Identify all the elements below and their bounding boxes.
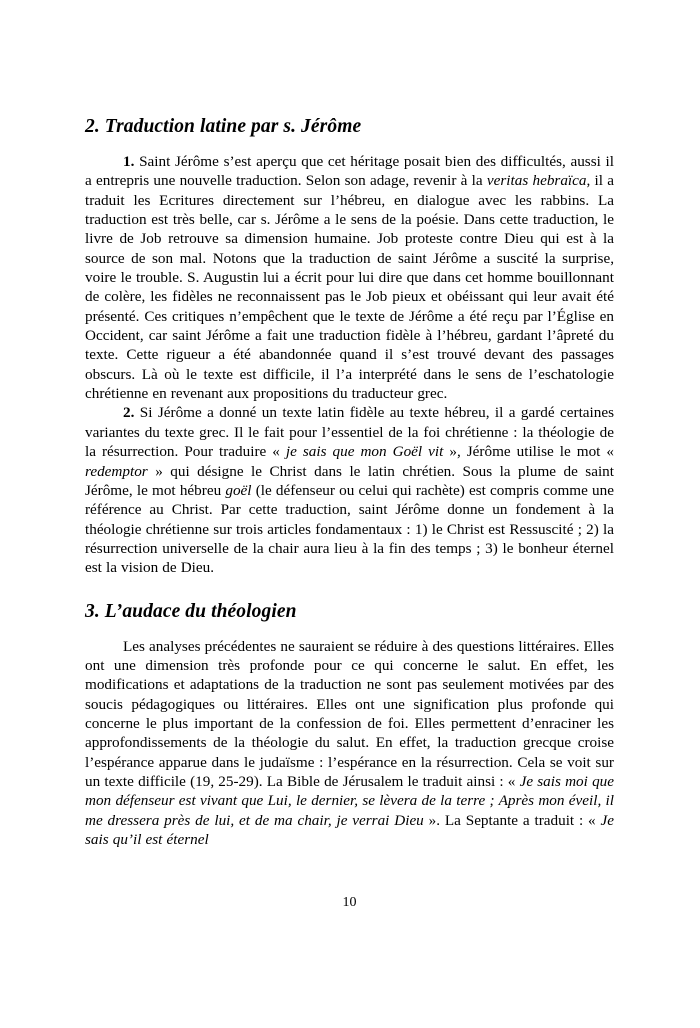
section-3-block bbox=[85, 578, 614, 850]
paragraph-number: 2. bbox=[123, 404, 135, 422]
body-text: Si Jérôme a donné un texte latin fidèle au texte hébreu, il a gardé certaines variantes du texte grec. Il le fait pour l’essentiel de la foi chrétienne : la théologie de la résurrection. Pour traduire « bbox=[85, 404, 614, 461]
body-text: » qui désigne le Christ dans le latin chrétien. Sous la plume de saint Jérôme, le mot hébreu bbox=[85, 462, 614, 499]
body-text: ». La Septante a traduit : « bbox=[423, 811, 601, 829]
italic-text: Je sais qu’il est éternel bbox=[85, 811, 614, 848]
body-text: (le défenseur ou celui qui rachète) est compris comme une référence au Christ. Par cette traduction, saint Jérôme donne un fondement à la théologie chrétienne sur trois articles fondamentaux : 1) le Christ est Ressuscité ; 2) la résurrection universelle de la chair aura lieu à la fin des temps ; 3) le bonheur éternel est la vision de Dieu. bbox=[85, 481, 614, 577]
body-text: », Jérôme utilise le mot « bbox=[449, 443, 614, 461]
italic-text: goël bbox=[225, 481, 252, 499]
paragraph-1 bbox=[85, 152, 614, 403]
paragraph-2 bbox=[85, 403, 614, 577]
paragraph-3 bbox=[85, 637, 614, 850]
body-text: , il a traduit les Ecritures directement sur l’hébreu, en dialogue avec les rabbins. La traduction est très belle, car s. Jérôme a le sens de la poésie. Dans cette traduction, le livre de Job retrouve sa dimension humaine. Job proteste contre Dieu qui est à la source de son mal. Notons que la traduction de saint Jérôme a suscité la surprise, voire le trouble. S. Augustin lui a écrit pour lui dire que dans cet homme bouillonnant de colère, les fidèles ne reconnaissent pas le Job pieux et obéissant qui leur avait été présenté. Ces critiques n’empêchent que le texte de Jérôme a été reçu par l’Église en Occident, car saint Jérôme a fait une traduction fidèle à l’hébreu, gardant l’âpreté du texte. Cette rigueur a été abandonnée quand il s’est trouvé devant des passages obscurs. Là où le texte est difficile, il l’a interprété dans le sens de l’eschatologie chrétienne en revenant aux propositions du traducteur grec. bbox=[85, 172, 614, 403]
italic-text: redemptor bbox=[85, 462, 148, 480]
section-heading-2: 2. Traduction latine par s. Jérôme bbox=[85, 116, 362, 137]
italic-text: je sais que mon Goël vit bbox=[279, 443, 450, 461]
body-text: Saint Jérôme s’est aperçu que cet héritage posait bien des difficultés, aussi il a entrepris une nouvelle traduction. Selon son adage, revenir à la bbox=[85, 153, 614, 190]
page-content bbox=[85, 0, 614, 1028]
page-number: 10 bbox=[342, 895, 357, 910]
section-heading-3: 3. L’audace du théologien bbox=[85, 600, 297, 622]
paragraph-number: 1. bbox=[123, 153, 135, 170]
body-text: Les analyses précédentes ne sauraient se réduire à des questions littéraires. Elles ont une dimension très profonde pour ce qui concerne le salut. En effet, les modifications et adaptations de la traduction ne sont pas seulement motivées par des soucis pédagogiques ou littéraires. Elles ont une signification plus profonde qui concerne le plus important de la confession de foi. Elles permettent d’enraciner les approfondissements de la théologie du salut. En effet, la traduction grecque croise l’espérance apparue dans le judaïsme : l’espérance en la résurrection. Cela se voit sur un texte difficile (19, 25-29). La Bible de Jérusalem le traduit ainsi : « bbox=[85, 637, 614, 790]
section-2-block bbox=[85, 0, 614, 578]
italic-text: Je sais moi que mon défenseur est vivant que Lui, le dernier, se lèvera de la terre ; Après mon éveil, il me dressera près de lui, et de ma chair, je verrai Dieu bbox=[85, 772, 614, 829]
italic-text: veritas hebraïca bbox=[486, 172, 587, 190]
